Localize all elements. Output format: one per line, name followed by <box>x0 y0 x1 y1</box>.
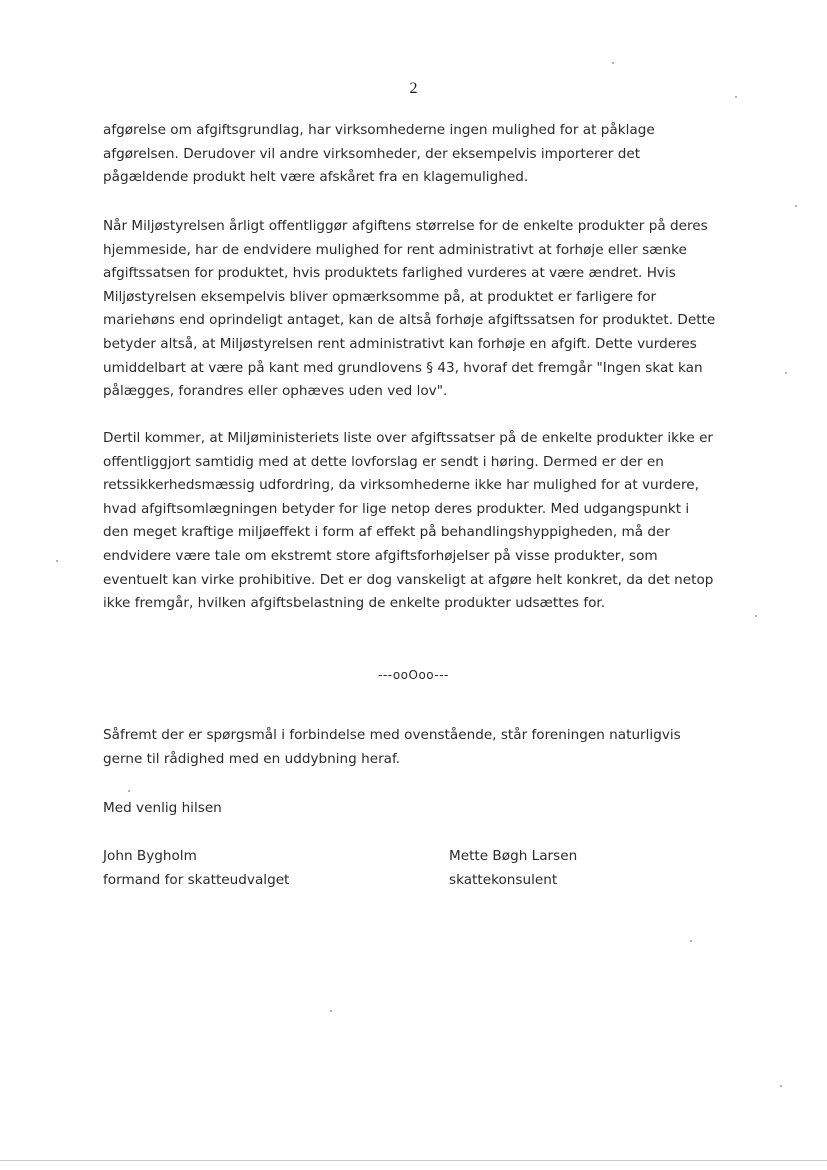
paragraph-line: offentliggjort samtidig med at dette lovforslag er sendt i høring. Dermed er der en <box>103 453 664 470</box>
paragraph-2 <box>103 215 723 404</box>
signatory-left <box>103 845 289 892</box>
paragraph-3 <box>103 427 723 616</box>
signatory-right <box>449 845 577 892</box>
scan-speck <box>690 940 692 942</box>
paragraph-line: betyder altså, at Miljøstyrelsen rent administrativt kan forhøje en afgift. Dette vurderes <box>103 335 697 352</box>
page-number: 2 <box>409 80 418 97</box>
paragraph-line: afgiftssatsen for produktet, hvis produktets farlighed vurderes at være ændret. Hvis <box>103 265 676 282</box>
paragraph-line: den meget kraftige miljøeffekt i form af effekt på behandlingshyppigheden, må der <box>103 524 670 541</box>
paragraph-line: afgørelsen. Derudover vil andre virksomheder, der eksempelvis importerer det <box>103 145 641 162</box>
scan-speck <box>795 205 797 207</box>
paragraph-line: pålægges, forandres eller ophæves uden ved lov". <box>103 383 448 400</box>
paragraph-line: pågældende produkt helt være afskåret fra en klagemulighed. <box>103 169 529 186</box>
paragraph-line: Når Miljøstyrelsen årligt offentliggør afgiftens størrelse for de enkelte produkter på deres <box>103 218 708 234</box>
closing-paragraph <box>103 724 723 771</box>
signatory-name: John Bygholm <box>103 848 197 864</box>
paragraph-line: Dertil kommer, at Miljøministeriets liste over afgiftssatser på de enkelte produkter ikke er <box>103 430 714 446</box>
scan-speck <box>612 62 614 64</box>
scan-edge-line <box>0 1160 827 1161</box>
paragraph-1 <box>103 119 723 190</box>
paragraph-line: Såfremt der er spørgsmål i forbindelse med ovenstående, står foreningen naturligvis <box>103 727 681 743</box>
signatory-title: formand for skatteudvalget <box>103 871 290 888</box>
scan-speck <box>128 790 130 792</box>
signatory-title: skattekonsulent <box>449 871 558 888</box>
scan-speck <box>780 1085 782 1087</box>
greeting: Med venlig hilsen <box>103 800 222 816</box>
paragraph-line: umiddelbart at være på kant med grundlovens § 43, hvoraf det fremgår "Ingen skat kan <box>103 359 703 376</box>
paragraph-line: gerne til rådighed med en uddybning heraf. <box>103 750 401 767</box>
paragraph-line: eventuelt kan virke prohibitive. Det er dog vanskeligt at afgøre helt konkret, da det netop <box>103 571 714 588</box>
paragraph-line: retssikkerhedsmæssig udfordring, da virksomhederne ikke har mulighed for at vurdere, <box>103 477 699 494</box>
paragraph-line: ikke fremgår, hvilken afgiftsbelastning de enkelte produkter udsættes for. <box>103 595 606 612</box>
paragraph-line: afgørelse om afgiftsgrundlag, har virksomhederne ingen mulighed for at påklage <box>103 122 655 138</box>
scan-speck <box>785 372 787 374</box>
scan-speck <box>755 615 757 617</box>
signatory-name: Mette Bøgh Larsen <box>449 848 578 864</box>
paragraph-line: endvidere være tale om ekstremt store afgiftsforhøjelser på visse produkter, som <box>103 547 658 564</box>
scan-speck <box>330 1010 332 1012</box>
paragraph-line: Miljøstyrelsen eksempelvis bliver opmærksomme på, at produktet er farligere for <box>103 288 657 305</box>
paragraph-line: hvad afgiftsomlægningen betyder for lige netop deres produkter. Med udgangspunkt i <box>103 500 690 517</box>
paragraph-line: mariehøns end oprindeligt antaget, kan de altså forhøje afgiftssatsen for produktet. Dette <box>103 312 716 329</box>
section-divider: ---ooOoo--- <box>378 668 449 682</box>
scan-speck <box>56 560 58 562</box>
paragraph-line: hjemmeside, har de endvidere mulighed for rent administrativt at forhøje eller sænke <box>103 241 687 258</box>
scan-speck <box>735 96 737 98</box>
